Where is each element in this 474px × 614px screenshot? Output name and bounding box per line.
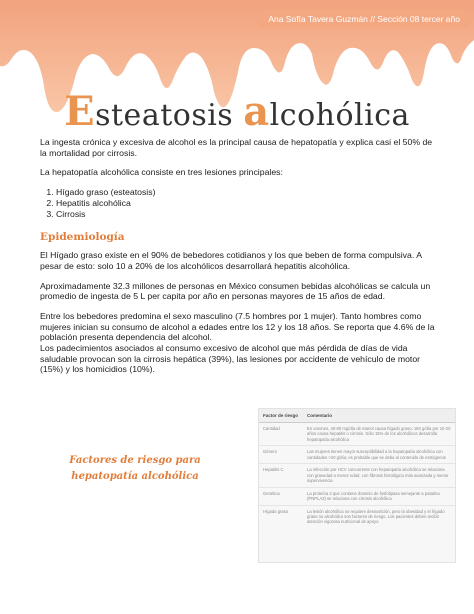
epidemiology-paragraph-4: Los padecimientos asociados al consumo excesivo de alcohol que más pérdida de días de vida saludable provocan son la cirrosis hepática (39%), las lesiones por accidente de vehículo de motor (15%) y los homicidios (10%). [40, 343, 421, 375]
epidemiology-paragraph-3: Entre los bebedores predomina el sexo masculino (7.5 hombres por 1 mujer). Tanto hombres como mujeres inician su consumo de alcohol a edades entre los 12 y los 18 años. Se reporta que 4.6% de la población presenta dependencia del alcohol. [40, 310, 435, 343]
epidemiology-paragraph-1: El Hígado graso existe en el 90% de bebedores cotidianos y los que beben de forma compulsiva. A pesar de esto: solo 10 a 20% de los alcohólicos desarrollará hepatitis alcohólica. [40, 250, 422, 271]
risk-factors-title: Factores de riesgo para hepatopatía alcohólica [69, 455, 201, 482]
title-initial-a: a [243, 88, 270, 135]
lesion-item: 2. Hepatitis alcohólica [56, 198, 436, 209]
intro-paragraph-1: La ingesta crónica y excesiva de alcohol es la principal causa de hepatopatía y explica casi el 50% de la mortalidad por cirrosis. [40, 137, 433, 158]
table-cell-factor: Género [263, 449, 277, 455]
title-part-1: steatosis [95, 98, 244, 133]
table-cell-comment: La infección por HCV concurrente con hepatopatía alcohólica se relaciona con gravedad a menor edad, con fibrosis histológica más avanzada y menor supervivencia [307, 467, 449, 484]
lesions-list [40, 187, 436, 219]
page-title [0, 88, 474, 135]
risk-factors-table [258, 408, 456, 563]
table-cell-factor: Hígado graso [263, 508, 289, 514]
table-header-comment: Comentario [307, 413, 333, 418]
table-cell-comment: Las mujeres tienen mayor susceptibilidad a la hepatopatía alcohólica con cantidades >20 g/día; es probable que se deba al contenido de estrógenos [307, 449, 446, 460]
table-cell-comment: La lesión alcohólica no requiere desnutrición, pero la obesidad y el hígado graso no alcohólico son factores de riesgo. Los pacientes deben recibir atención vigorosa nutricional de apoyo [307, 508, 445, 525]
main-content [40, 137, 436, 384]
lesion-item: 3. Cirrosis [56, 209, 436, 220]
epidemiology-paragraph-2: Aproximadamente 32.3 millones de personas en México consumen bebidas alcohólicas se calcula un promedio de ingesta de 5 L per capita por año en personas mayores de 15 años de edad. [40, 280, 431, 302]
table-row [259, 488, 455, 506]
table-header-factor: Factor de riesgo [263, 413, 299, 418]
table-row [259, 423, 455, 446]
table-row [259, 506, 455, 528]
author-banner: Ana Sofía Tavera Guzmán // Sección 08 tercer año [260, 10, 468, 28]
intro-paragraph-2: La hepatopatía alcohólica consiste en tres lesiones principales: [40, 167, 283, 178]
table-cell-factor: Genética [263, 490, 280, 496]
table-cell-comment: La proteína 3 que contiene dominio de fosfolipasa semejante a patatina (PNPLA3) se relaciona con cirrosis alcohólica [307, 490, 440, 502]
table-row [259, 446, 455, 464]
title-initial-e: E [64, 88, 96, 135]
table-header [259, 409, 455, 423]
table-cell-factor: Cantidad [263, 426, 280, 431]
epidemiology-heading: Epidemiología [40, 231, 125, 244]
table-cell-comment: En varones, 40-80 mg/día de etanol causa hígado graso; 160 g/día por 10-20 años causa hepatitis o cirrosis. Sólo 15% de los alcohólicos desarrolla hepatopatía alcohólica [307, 426, 451, 442]
title-part-2: lcohólica [269, 98, 410, 133]
table-cell-factor: Hepatitis C [263, 467, 284, 473]
table-row [259, 464, 455, 487]
lesion-item: 1. Hígado graso (esteatosis) [56, 187, 436, 198]
